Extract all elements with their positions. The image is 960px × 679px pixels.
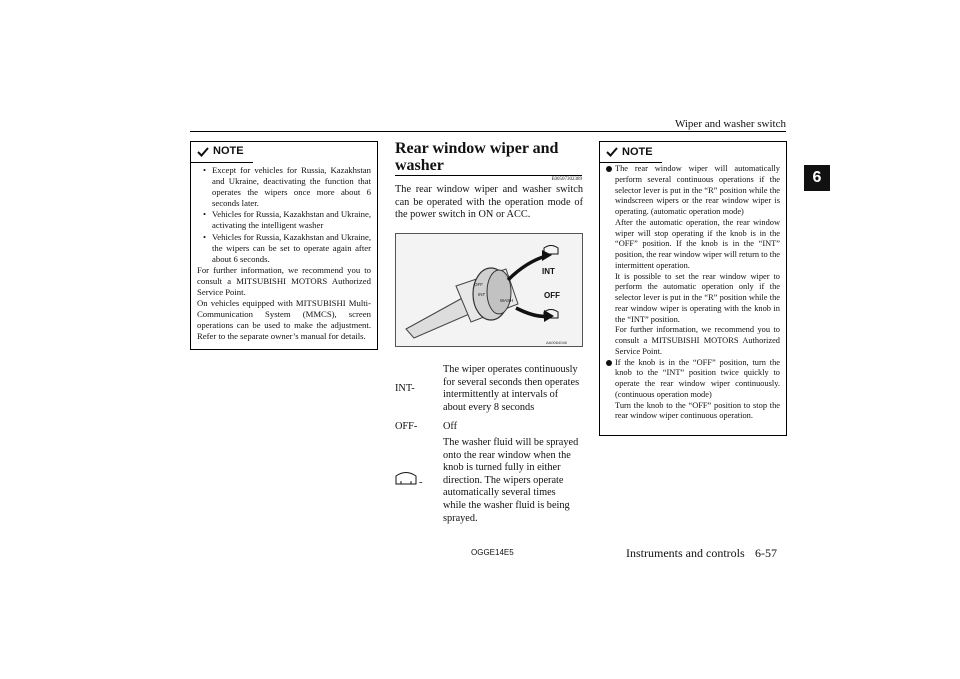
note-header xyxy=(191,142,253,163)
position-label-int: INT- xyxy=(395,383,415,394)
section-rule xyxy=(395,175,582,176)
left-note-box xyxy=(190,141,378,350)
note-bullet: • Except for vehicles for Russia, Kazakhstan and Ukraine, deactivating the function that operates the wipers once more about 6 seconds later. xyxy=(203,165,371,209)
right-note-box xyxy=(599,141,787,436)
intro-text: The rear window wiper and washer switch can be operated with the operation mode of the power switch in ON or ACC. xyxy=(395,184,583,221)
position-label-off: OFF- xyxy=(395,421,418,432)
note-paragraph: For further information, we recommend you to consult a MITSUBISHI MOTORS Authorized Service Point. xyxy=(197,264,371,298)
chapter-tab: 6 xyxy=(804,165,830,191)
figure-label-off: OFF xyxy=(544,291,560,300)
page-number: 6-57 xyxy=(755,546,777,560)
position-desc-off: Off xyxy=(443,421,458,432)
doc-code: OGGE14E5 xyxy=(471,548,514,557)
wiper-lever-illustration xyxy=(396,234,582,346)
note-bullet: • Vehicles for Russia, Kazakhstan and Ukraine, the wipers can be set to operate again after about 6 seconds. xyxy=(203,231,371,264)
wiper-switch-figure xyxy=(395,233,583,347)
knob-label: OFF xyxy=(474,282,483,287)
section-code: E00507302389 xyxy=(551,177,582,182)
note-header xyxy=(600,142,662,163)
check-icon xyxy=(197,147,209,157)
position-desc-int: The wiper operates continuously for several seconds then operates intermittently at intervals of about every 8 seconds xyxy=(443,364,580,413)
figure-label-int: INT xyxy=(542,267,555,276)
note-item: If the knob is in the “OFF” position, turn the knob to the “INT” position twice quickly to operate the rear window wiper continuously. (continuous operation mode) Turn the knob to the “OFF” position to stop the rear window wiper continuous operation. xyxy=(606,358,780,423)
figure-code: AA0064046 xyxy=(546,340,567,345)
washer-icon xyxy=(395,471,417,490)
check-icon xyxy=(606,147,618,157)
knob-label: INT xyxy=(478,292,486,297)
position-desc-washer: The washer fluid will be sprayed onto the rear window when the knob is turned fully in either direction. The wipers operate automatically several times while the washer fluid is being sprayed. xyxy=(443,437,579,524)
section-title: Rear window wiper and washer xyxy=(395,140,559,174)
running-header: Wiper and washer switch xyxy=(674,118,786,130)
note-bullet: • Vehicles for Russia, Kazakhstan and Ukraine, activating the intelligent washer xyxy=(203,209,371,231)
note-paragraph: On vehicles equipped with MITSUBISHI Multi-Communication System (MMCS), screen operations can be used to make the adjustment. Refer to the separate owner’s manual for details. xyxy=(197,298,371,342)
note-item: The rear window wiper will automatically perform several continuous operations if the selector lever is put in the “R” position while the windscreen wipers or the rear window wiper is operating. (automatic operation mode) After the automatic operation, the rear window wiper will stop operating if the knob is in the “OFF” position. If the knob is in the “INT” position, the rear window wiper will return to the intermittent operation. It is possible to set the rear window wiper to perform the automatic operation only if the selector lever is put in the “R” position while the rear window wiper is operating with the knob in the “INT” position. For further information, we recommend you to consult a MITSUBISHI MOTORS Authorized Service Point. xyxy=(606,164,780,358)
position-label-washer: - xyxy=(419,477,423,488)
note-label: NOTE xyxy=(622,145,653,158)
footer-section: Instruments and controls xyxy=(626,546,745,560)
note-label: NOTE xyxy=(213,145,244,158)
header-rule xyxy=(190,131,786,132)
knob-label: WASH xyxy=(500,298,514,303)
